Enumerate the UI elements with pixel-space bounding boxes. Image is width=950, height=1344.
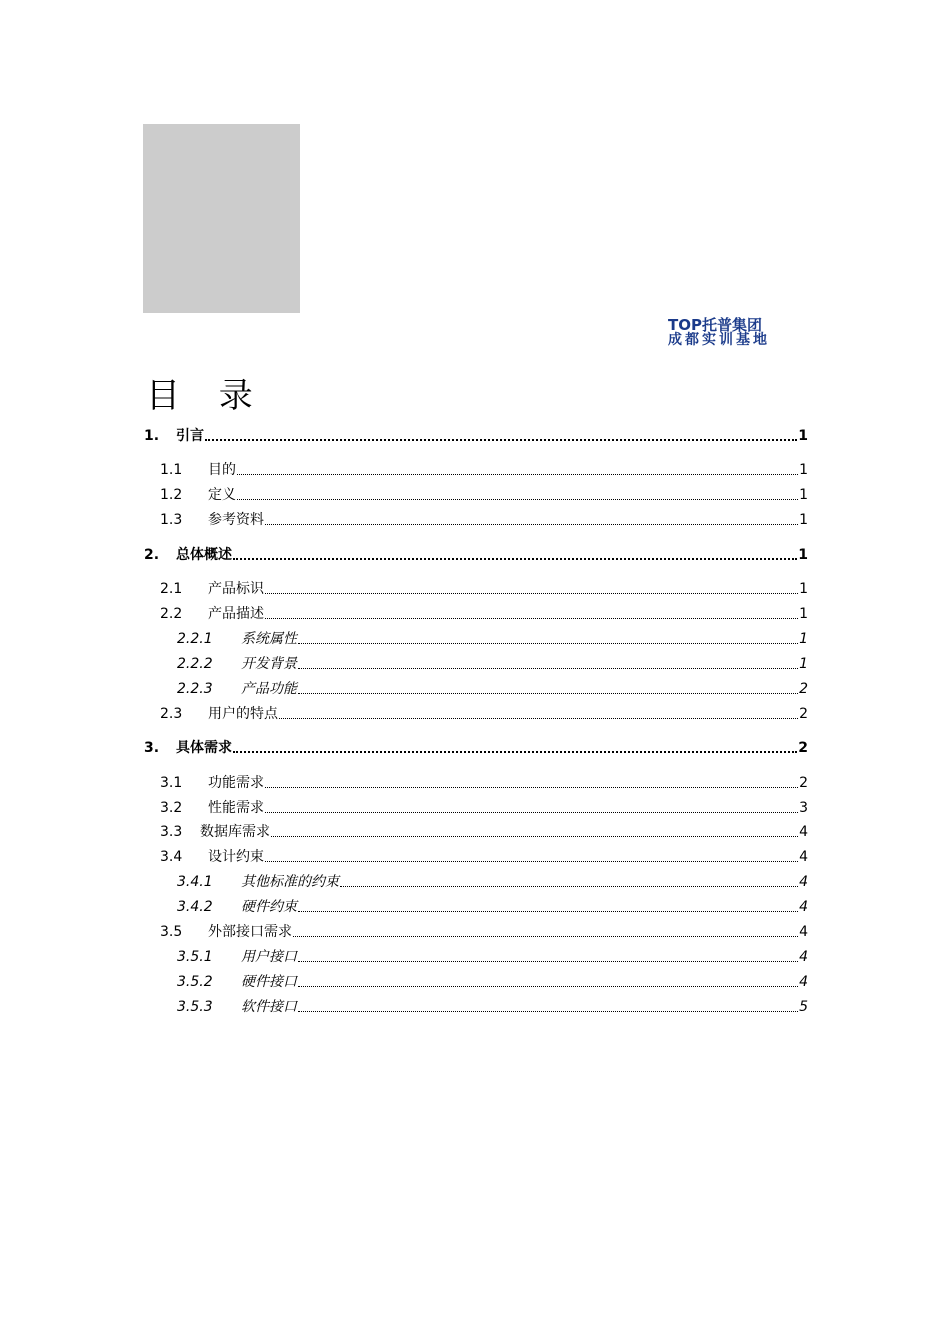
toc-entry-title: 产品标识 — [208, 581, 264, 597]
toc-entry-number: 3.5.2 — [177, 974, 213, 990]
toc-entry-title: 总体概述 — [176, 547, 232, 563]
toc-dot-leader — [271, 836, 798, 837]
toc-dot-leader — [265, 787, 798, 788]
toc-entry[interactable] — [144, 678, 808, 698]
toc-entry-page: 1 — [798, 547, 808, 563]
toc-dot-leader — [265, 812, 798, 813]
toc-entry-number: 3.5.3 — [177, 999, 213, 1015]
toc-entry[interactable] — [144, 509, 808, 529]
toc-entry[interactable] — [144, 772, 808, 792]
toc-entry-title: 引言 — [176, 428, 204, 444]
toc-entry[interactable] — [144, 921, 808, 941]
toc-entry-title: 产品描述 — [208, 606, 264, 622]
toc-entry-number: 3.5.1 — [177, 949, 213, 965]
toc-entry-number: 3.4.2 — [177, 899, 213, 915]
toc-entry-number: 3.4.1 — [177, 874, 213, 890]
toc-entry-number: 2.2.1 — [177, 631, 213, 647]
toc-dot-leader — [205, 439, 797, 441]
toc-entry-number: 3.3 — [160, 824, 183, 840]
toc-entry-title: 参考资料 — [208, 512, 264, 528]
toc-entry[interactable] — [144, 425, 808, 445]
toc-entry[interactable] — [144, 821, 808, 841]
toc-entry[interactable] — [144, 896, 808, 916]
toc-dot-leader — [237, 499, 798, 500]
toc-entry-title: 定义 — [208, 487, 236, 503]
toc-entry[interactable] — [144, 797, 808, 817]
toc-entry-title: 设计约束 — [208, 849, 264, 865]
toc-entry-title: 功能需求 — [208, 775, 264, 791]
toc-dot-leader — [298, 643, 798, 644]
toc-entry[interactable] — [144, 544, 808, 564]
toc-entry-title: 硬件约束 — [241, 899, 297, 915]
toc-entry-title: 性能需求 — [208, 800, 264, 816]
toc-entry-page: 4 — [799, 924, 808, 940]
toc-dot-leader — [265, 524, 798, 525]
toc-entry-number: 2.2.3 — [177, 681, 213, 697]
toc-dot-leader — [298, 986, 798, 987]
toc-entry[interactable] — [144, 846, 808, 866]
toc-entry-title: 用户的特点 — [208, 706, 278, 722]
toc-entry-title: 产品功能 — [241, 681, 297, 697]
toc-entry-page: 4 — [799, 874, 808, 890]
toc-entry-number: 3.5 — [160, 924, 183, 940]
toc-entry-title: 系统属性 — [241, 631, 297, 647]
toc-entry-title: 开发背景 — [241, 656, 297, 672]
toc-entry[interactable] — [144, 996, 808, 1016]
toc-entry[interactable] — [144, 459, 808, 479]
toc-entry-title: 具体需求 — [176, 740, 232, 756]
toc-entry-title: 其他标准的约束 — [241, 874, 339, 890]
toc-dot-leader — [298, 961, 798, 962]
toc-entry-page: 1 — [799, 462, 808, 478]
toc-entry-number: 1.1 — [160, 462, 183, 478]
toc-entry[interactable] — [144, 578, 808, 598]
toc-dot-leader — [298, 668, 798, 669]
toc-entry[interactable] — [144, 871, 808, 891]
toc-entry-page: 4 — [799, 899, 808, 915]
toc-entry[interactable] — [144, 653, 808, 673]
toc-entry-page: 4 — [799, 949, 808, 965]
toc-entry-number: 3. — [144, 740, 160, 756]
toc-entry[interactable] — [144, 971, 808, 991]
toc-entry-page: 5 — [799, 999, 808, 1015]
toc-entry-title: 数据库需求 — [200, 824, 270, 840]
toc-dot-leader — [340, 886, 798, 887]
toc-dot-leader — [265, 861, 798, 862]
logo-line-2: 成都实训基地 — [668, 332, 770, 348]
toc-entry-title: 外部接口需求 — [208, 924, 292, 940]
toc-entry[interactable] — [144, 946, 808, 966]
toc-entry-number: 2.1 — [160, 581, 183, 597]
toc-entry-number: 2.2.2 — [177, 656, 213, 672]
toc-dot-leader — [265, 618, 798, 619]
toc-entry-page: 2 — [799, 681, 808, 697]
toc-entry[interactable] — [144, 628, 808, 648]
toc-dot-leader — [298, 1011, 798, 1012]
toc-dot-leader — [233, 558, 797, 560]
toc-entry-title: 硬件接口 — [241, 974, 297, 990]
toc-entry-number: 3.4 — [160, 849, 183, 865]
toc-entry-page: 1 — [799, 512, 808, 528]
toc-entry-page: 2 — [798, 740, 808, 756]
toc-entry-number: 3.1 — [160, 775, 183, 791]
toc-dot-leader — [293, 936, 798, 937]
toc-entry-page: 4 — [799, 849, 808, 865]
toc-entry-number: 1. — [144, 428, 160, 444]
toc-entry-title: 目的 — [208, 462, 236, 478]
toc-title: 目 录 — [146, 376, 267, 416]
toc-dot-leader — [265, 593, 798, 594]
toc-entry-page: 2 — [799, 775, 808, 791]
table-of-contents — [144, 0, 808, 1344]
toc-entry-page: 4 — [799, 824, 808, 840]
toc-dot-leader — [279, 718, 798, 719]
toc-dot-leader — [237, 474, 798, 475]
toc-entry-page: 3 — [799, 800, 808, 816]
toc-dot-leader — [298, 693, 798, 694]
toc-entry-page: 4 — [799, 974, 808, 990]
toc-entry-page: 1 — [799, 487, 808, 503]
toc-entry[interactable] — [144, 737, 808, 757]
toc-entry-number: 2.3 — [160, 706, 183, 722]
toc-entry-page: 1 — [799, 581, 808, 597]
logo-line-1: TOP托普集团 — [668, 316, 762, 334]
toc-entry[interactable] — [144, 484, 808, 504]
toc-entry-page: 1 — [799, 656, 808, 672]
toc-dot-leader — [298, 911, 798, 912]
toc-entry-number: 2. — [144, 547, 160, 563]
toc-entry-number: 1.3 — [160, 512, 183, 528]
toc-entry-page: 2 — [799, 706, 808, 722]
toc-entry-number: 1.2 — [160, 487, 183, 503]
toc-entry[interactable] — [144, 603, 808, 623]
toc-dot-leader — [233, 751, 797, 753]
toc-entry-number: 3.2 — [160, 800, 183, 816]
toc-entry[interactable] — [144, 703, 808, 723]
toc-entry-number: 2.2 — [160, 606, 183, 622]
toc-entry-page: 1 — [799, 606, 808, 622]
toc-entry-page: 1 — [798, 428, 808, 444]
toc-entry-page: 1 — [799, 631, 808, 647]
toc-entry-title: 软件接口 — [241, 999, 297, 1015]
toc-entry-title: 用户接口 — [241, 949, 297, 965]
